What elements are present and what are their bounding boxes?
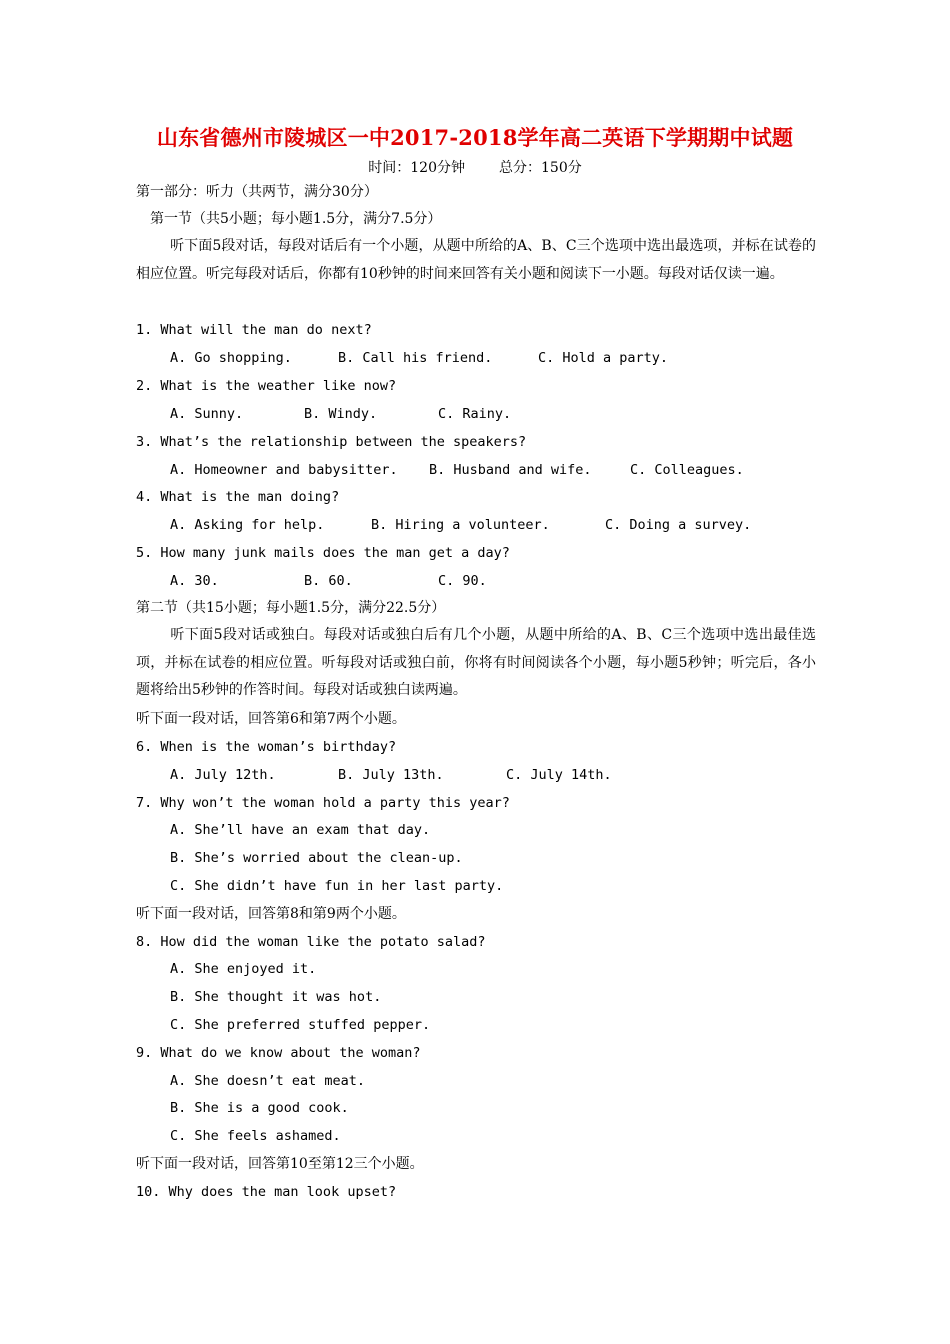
question-stem: 4. What is the man doing? bbox=[136, 489, 340, 505]
question-stem: 6. When is the woman’s birthday? bbox=[136, 739, 397, 755]
option-c: C. She preferred stuffed pepper. bbox=[170, 1017, 431, 1033]
option-c: C. 90. bbox=[438, 573, 487, 589]
option-a: A. Homeowner and babysitter. bbox=[170, 462, 398, 478]
option-b: B. She thought it was hot. bbox=[170, 989, 382, 1005]
section1-instructions: 听下面5段对话，每段对话后有一个小题，从题中所给的A、B、C三个选项中选出最选项，并标在试卷的相应位置。听完每段对话后，你都有10秒钟的时间来回答有关小题和阅读下一小题。每段对话仅读一遍。 bbox=[136, 238, 816, 282]
question-options bbox=[170, 460, 744, 480]
option-a: A. She’ll have an exam that day. bbox=[170, 822, 431, 838]
option-a: A. Go shopping. bbox=[170, 350, 292, 366]
option-b: B. 60. bbox=[304, 573, 353, 589]
part-heading: 第一部分：听力（共两节，满分30分） bbox=[136, 184, 378, 200]
option-b: B. Husband and wife. bbox=[429, 462, 592, 478]
question-stem: 7. Why won’t the woman hold a party this year? bbox=[136, 795, 510, 811]
option-c: C. July 14th. bbox=[506, 767, 612, 783]
option-c: C. She feels ashamed. bbox=[170, 1128, 341, 1144]
question-stem: 1. What will the man do next? bbox=[136, 322, 372, 338]
option-b: B. She is a good cook. bbox=[170, 1100, 349, 1116]
option-c: C. Hold a party. bbox=[538, 350, 669, 366]
option-a: A. She doesn’t eat meat. bbox=[170, 1073, 366, 1089]
question-options bbox=[170, 515, 751, 535]
question-stem: 10. Why does the man look upset? bbox=[136, 1184, 397, 1200]
question-stem: 2. What is the weather like now? bbox=[136, 378, 397, 394]
option-b: B. Hiring a volunteer. bbox=[371, 517, 550, 533]
question-options bbox=[170, 348, 668, 368]
question-stem: 5. How many junk mails does the man get a day? bbox=[136, 545, 510, 561]
question-options bbox=[170, 765, 612, 785]
question-stem: 9. What do we know about the woman? bbox=[136, 1045, 421, 1061]
question-stem: 3. What’s the relationship between the speakers? bbox=[136, 434, 527, 450]
option-c: C. She didn’t have fun in her last party. bbox=[170, 878, 504, 894]
option-a: A. She enjoyed it. bbox=[170, 961, 317, 977]
option-a: A. Asking for help. bbox=[170, 517, 325, 533]
option-b: B. She’s worried about the clean-up. bbox=[170, 850, 463, 866]
option-b: B. Call his friend. bbox=[338, 350, 493, 366]
exam-time: 时间：120分钟 bbox=[368, 160, 465, 176]
page-title: 山东省德州市陵城区一中2017-2018学年高二英语下学期期中试题 bbox=[156, 125, 794, 150]
option-b: B. Windy. bbox=[304, 406, 378, 422]
option-c: C. Colleagues. bbox=[630, 462, 744, 478]
option-c: C. Rainy. bbox=[438, 406, 512, 422]
exam-info bbox=[0, 157, 950, 177]
group-instruction: 听下面一段对话，回答第10至第12三个小题。 bbox=[136, 1156, 424, 1172]
question-options bbox=[170, 571, 487, 591]
section1-heading: 第一节（共5小题；每小题1.5分，满分7.5分） bbox=[150, 211, 442, 227]
option-b: B. July 13th. bbox=[338, 767, 444, 783]
question-options bbox=[170, 404, 511, 424]
section2-instructions: 听下面5段对话或独白。每段对话或独白后有几个小题，从题中所给的A、B、C三个选项中选出最佳选项，并标在试卷的相应位置。听每段对话或独白前，你将有时间阅读各个小题，每小题5秒钟；听完后，各小题将给出5秒钟的作答时间。每段对话或独白读两遍。 bbox=[136, 627, 816, 699]
option-a: A. Sunny. bbox=[170, 406, 244, 422]
option-a: A. July 12th. bbox=[170, 767, 276, 783]
exam-score: 总分：150分 bbox=[499, 160, 582, 176]
group-instruction: 听下面一段对话，回答第8和第9两个小题。 bbox=[136, 906, 406, 922]
question-stem: 8. How did the woman like the potato salad? bbox=[136, 934, 486, 950]
group-instruction: 听下面一段对话，回答第6和第7两个小题。 bbox=[136, 711, 406, 727]
section2-heading: 第二节（共15小题；每小题1.5分，满分22.5分） bbox=[136, 600, 446, 616]
option-c: C. Doing a survey. bbox=[605, 517, 752, 533]
option-a: A. 30. bbox=[170, 573, 219, 589]
